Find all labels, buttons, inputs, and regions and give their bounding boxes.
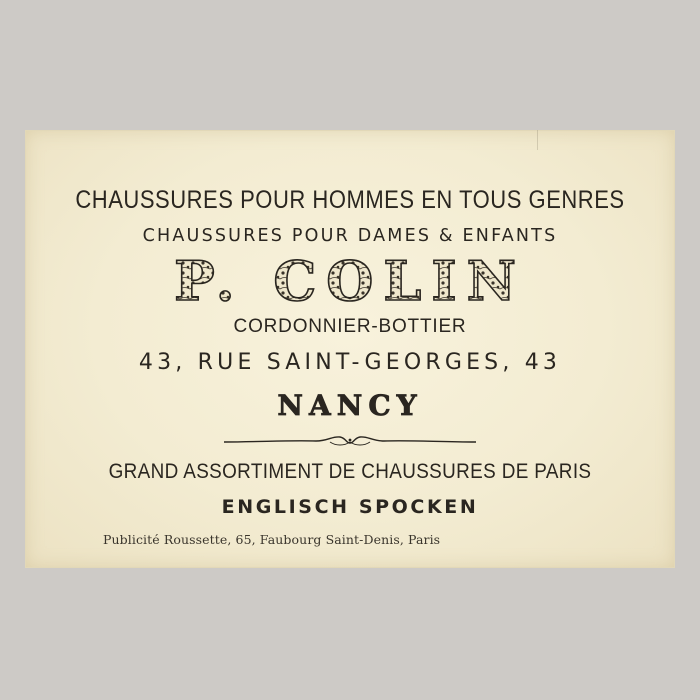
- city-name: [25, 388, 675, 422]
- paper-crease: [537, 130, 538, 150]
- flourish-icon: [220, 430, 480, 450]
- mens-shoes-line: CHAUSSURES POUR HOMMES EN TOUS GENRES: [75, 186, 625, 214]
- proprietor-name: [25, 250, 675, 312]
- womens-childrens-shoes-line: CHAUSSURES POUR DAMES & ENFANTS: [142, 226, 558, 246]
- assortment-line: GRAND ASSORTIMENT DE CHAUSSURES DE PARIS: [108, 460, 592, 483]
- address-line: 43, RUE SAINT-GEORGES, 43: [138, 350, 562, 375]
- english-spoken-line: ENGLISCH SPOCKEN: [221, 496, 479, 518]
- printer-credit: Publicité Roussette, 65, Faubourg Saint-Denis, Paris: [103, 532, 441, 547]
- trade-card: [25, 130, 675, 568]
- ornamental-name-lettering: [160, 250, 540, 312]
- city-lettering: [240, 388, 460, 422]
- ornamental-divider: [25, 430, 675, 450]
- name-text: P. COLIN: [174, 250, 526, 312]
- city-text: NANCY: [277, 389, 423, 422]
- trade-line: CORDONNIER-BOTTIER: [233, 316, 467, 337]
